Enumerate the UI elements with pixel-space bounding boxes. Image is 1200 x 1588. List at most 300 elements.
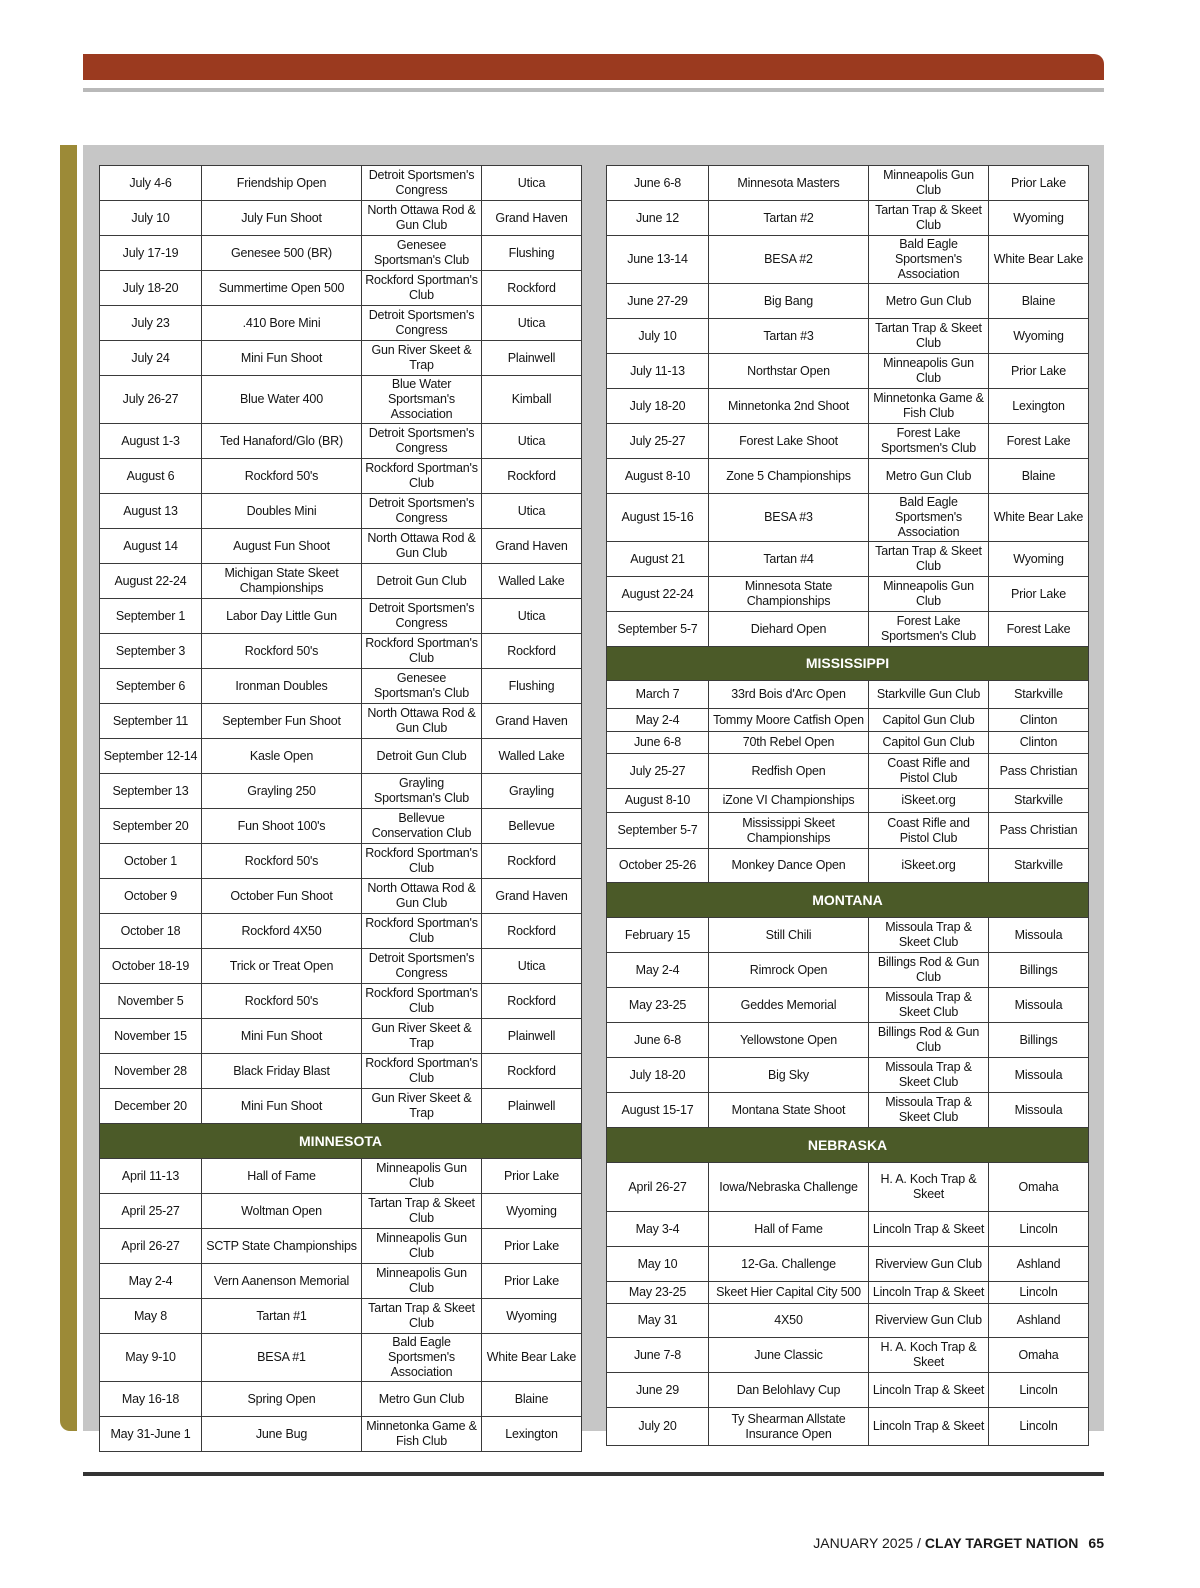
event-club: Capitol Gun Club <box>869 732 989 754</box>
event-club: Blue Water Sportsman's Association <box>362 376 482 424</box>
event-name: 12-Ga. Challenge <box>709 1247 869 1282</box>
event-location: Walled Lake <box>482 739 582 774</box>
event-date: July 18-20 <box>607 1058 709 1093</box>
event-location: Rockford <box>482 914 582 949</box>
event-club: Coast Rifle and Pistol Club <box>869 813 989 849</box>
event-date: June 6-8 <box>607 1023 709 1058</box>
table-row <box>100 1054 582 1089</box>
event-club: Missoula Trap & Skeet Club <box>869 918 989 953</box>
event-name: Diehard Open <box>709 612 869 647</box>
event-date: June 6-8 <box>607 166 709 201</box>
event-date: May 2-4 <box>100 1264 202 1299</box>
event-date: May 10 <box>607 1247 709 1282</box>
table-row <box>100 529 582 564</box>
event-club: Rockford Sportman's Club <box>362 844 482 879</box>
table-row <box>607 1163 1089 1212</box>
event-location: Lincoln <box>989 1373 1089 1408</box>
state-header-row <box>100 1124 582 1159</box>
table-row <box>607 849 1089 883</box>
event-location: Omaha <box>989 1163 1089 1212</box>
event-club: Minneapolis Gun Club <box>362 1264 482 1299</box>
event-date: August 14 <box>100 529 202 564</box>
event-date: November 5 <box>100 984 202 1019</box>
event-club: Gun River Skeet & Trap <box>362 1089 482 1124</box>
event-date: March 7 <box>607 681 709 709</box>
event-name: Mini Fun Shoot <box>202 1089 362 1124</box>
event-location: Starkville <box>989 849 1089 883</box>
event-date: June 13-14 <box>607 236 709 284</box>
event-date: April 11-13 <box>100 1159 202 1194</box>
table-row <box>100 1159 582 1194</box>
event-club: Tartan Trap & Skeet Club <box>869 319 989 354</box>
event-name: September Fun Shoot <box>202 704 362 739</box>
event-location: Lexington <box>482 1417 582 1452</box>
table-row <box>607 612 1089 647</box>
event-date: June 27-29 <box>607 284 709 319</box>
event-club: Detroit Sportsmen's Congress <box>362 599 482 634</box>
header-rule <box>83 88 1104 92</box>
event-date: August 22-24 <box>100 564 202 599</box>
table-row <box>607 201 1089 236</box>
event-location: Lincoln <box>989 1408 1089 1446</box>
table-row <box>607 1408 1089 1446</box>
table-row <box>100 1264 582 1299</box>
event-date: July 25-27 <box>607 754 709 789</box>
state-header-row <box>607 883 1089 918</box>
event-name: Fun Shoot 100's <box>202 809 362 844</box>
event-date: May 3-4 <box>607 1212 709 1247</box>
event-name: Hall of Fame <box>202 1159 362 1194</box>
event-club: Rockford Sportman's Club <box>362 1054 482 1089</box>
event-name: Ironman Doubles <box>202 669 362 704</box>
event-date: June 6-8 <box>607 732 709 754</box>
event-name: October Fun Shoot <box>202 879 362 914</box>
event-location: Rockford <box>482 984 582 1019</box>
event-date: August 8-10 <box>607 789 709 813</box>
event-location: Blaine <box>989 284 1089 319</box>
event-name: iZone VI Championships <box>709 789 869 813</box>
event-name: BESA #1 <box>202 1334 362 1382</box>
event-club: Minneapolis Gun Club <box>362 1229 482 1264</box>
event-club: Detroit Sportsmen's Congress <box>362 424 482 459</box>
event-date: September 11 <box>100 704 202 739</box>
table-row <box>100 236 582 271</box>
event-date: May 23-25 <box>607 988 709 1023</box>
event-name: 70th Rebel Open <box>709 732 869 754</box>
event-name: Kasle Open <box>202 739 362 774</box>
event-club: Minneapolis Gun Club <box>362 1159 482 1194</box>
schedule-table-right <box>606 165 1089 1446</box>
event-date: July 18-20 <box>100 271 202 306</box>
event-name: Blue Water 400 <box>202 376 362 424</box>
header-band <box>83 54 1104 80</box>
event-club: Metro Gun Club <box>869 459 989 494</box>
table-row <box>607 284 1089 319</box>
event-name: 33rd Bois d'Arc Open <box>709 681 869 709</box>
table-row <box>100 914 582 949</box>
event-date: February 15 <box>607 918 709 953</box>
event-location: Grand Haven <box>482 704 582 739</box>
table-row <box>607 918 1089 953</box>
event-name: Rimrock Open <box>709 953 869 988</box>
event-club: Detroit Sportsmen's Congress <box>362 306 482 341</box>
event-name: Summertime Open 500 <box>202 271 362 306</box>
table-row <box>100 704 582 739</box>
event-date: April 26-27 <box>100 1229 202 1264</box>
event-location: Lexington <box>989 389 1089 424</box>
event-date: July 20 <box>607 1408 709 1446</box>
footer-rule <box>83 1472 1104 1476</box>
event-location: Rockford <box>482 844 582 879</box>
footer-issue-date: JANUARY 2025 / <box>813 1535 921 1551</box>
table-row <box>607 732 1089 754</box>
table-row <box>607 789 1089 813</box>
event-name: Iowa/Nebraska Challenge <box>709 1163 869 1212</box>
event-location: Wyoming <box>989 319 1089 354</box>
event-club: Genesee Sportsman's Club <box>362 669 482 704</box>
event-name: Minnetonka 2nd Shoot <box>709 389 869 424</box>
event-location: Rockford <box>482 634 582 669</box>
event-location: Flushing <box>482 669 582 704</box>
event-name: Still Chili <box>709 918 869 953</box>
event-date: August 1-3 <box>100 424 202 459</box>
event-date: July 24 <box>100 341 202 376</box>
event-location: Billings <box>989 1023 1089 1058</box>
event-club: iSkeet.org <box>869 789 989 813</box>
event-name: Tommy Moore Catfish Open <box>709 709 869 732</box>
event-date: July 26-27 <box>100 376 202 424</box>
side-accent-bar <box>60 145 77 1431</box>
event-date: August 6 <box>100 459 202 494</box>
event-location: Missoula <box>989 988 1089 1023</box>
event-name: Tartan #2 <box>709 201 869 236</box>
event-location: Plainwell <box>482 1019 582 1054</box>
event-location: Clinton <box>989 732 1089 754</box>
event-location: Bellevue <box>482 809 582 844</box>
event-club: Coast Rifle and Pistol Club <box>869 754 989 789</box>
event-name: Vern Aanenson Memorial <box>202 1264 362 1299</box>
event-club: Minnetonka Game & Fish Club <box>869 389 989 424</box>
event-name: Big Bang <box>709 284 869 319</box>
event-club: Rockford Sportman's Club <box>362 634 482 669</box>
table-row <box>100 376 582 424</box>
event-location: Utica <box>482 166 582 201</box>
event-club: Bald Eagle Sportsmen's Association <box>362 1334 482 1382</box>
event-location: Grand Haven <box>482 879 582 914</box>
event-date: November 15 <box>100 1019 202 1054</box>
event-location: Missoula <box>989 1058 1089 1093</box>
page-number: 65 <box>1088 1535 1104 1551</box>
event-club: Rockford Sportman's Club <box>362 271 482 306</box>
event-name: Rockford 4X50 <box>202 914 362 949</box>
event-name: Rockford 50's <box>202 634 362 669</box>
event-club: Riverview Gun Club <box>869 1304 989 1338</box>
table-row <box>100 634 582 669</box>
event-location: Wyoming <box>989 201 1089 236</box>
table-row <box>100 599 582 634</box>
table-row <box>607 754 1089 789</box>
event-club: Billings Rod & Gun Club <box>869 1023 989 1058</box>
table-row <box>100 844 582 879</box>
table-row <box>100 1194 582 1229</box>
event-date: October 1 <box>100 844 202 879</box>
event-location: White Bear Lake <box>989 494 1089 542</box>
event-name: Minnesota Masters <box>709 166 869 201</box>
event-date: June 12 <box>607 201 709 236</box>
event-name: Tartan #4 <box>709 542 869 577</box>
event-location: Utica <box>482 949 582 984</box>
event-date: April 26-27 <box>607 1163 709 1212</box>
event-location: Clinton <box>989 709 1089 732</box>
table-row <box>607 354 1089 389</box>
event-location: Lincoln <box>989 1282 1089 1304</box>
event-date: May 16-18 <box>100 1382 202 1417</box>
event-location: Blaine <box>482 1382 582 1417</box>
event-date: April 25-27 <box>100 1194 202 1229</box>
event-name: Woltman Open <box>202 1194 362 1229</box>
event-date: May 31-June 1 <box>100 1417 202 1452</box>
event-location: Forest Lake <box>989 612 1089 647</box>
event-club: iSkeet.org <box>869 849 989 883</box>
event-location: Utica <box>482 599 582 634</box>
event-location: Forest Lake <box>989 424 1089 459</box>
event-name: Minnesota State Championships <box>709 577 869 612</box>
schedule-column-left <box>99 165 581 1452</box>
event-location: Wyoming <box>482 1299 582 1334</box>
event-date: May 2-4 <box>607 709 709 732</box>
table-row <box>100 201 582 236</box>
event-name: Big Sky <box>709 1058 869 1093</box>
event-date: August 13 <box>100 494 202 529</box>
event-location: Prior Lake <box>989 166 1089 201</box>
event-name: Yellowstone Open <box>709 1023 869 1058</box>
event-club: Metro Gun Club <box>362 1382 482 1417</box>
event-date: September 5-7 <box>607 813 709 849</box>
state-heading: NEBRASKA <box>607 1128 1089 1163</box>
event-date: August 22-24 <box>607 577 709 612</box>
event-date: October 9 <box>100 879 202 914</box>
event-name: Genesee 500 (BR) <box>202 236 362 271</box>
event-name: 4X50 <box>709 1304 869 1338</box>
event-club: North Ottawa Rod & Gun Club <box>362 529 482 564</box>
event-name: Labor Day Little Gun <box>202 599 362 634</box>
event-club: Minnetonka Game & Fish Club <box>362 1417 482 1452</box>
table-row <box>100 494 582 529</box>
table-row <box>607 319 1089 354</box>
event-club: Missoula Trap & Skeet Club <box>869 1058 989 1093</box>
event-location: Prior Lake <box>482 1159 582 1194</box>
event-name: Rockford 50's <box>202 844 362 879</box>
event-location: White Bear Lake <box>989 236 1089 284</box>
table-row <box>100 984 582 1019</box>
event-club: H. A. Koch Trap & Skeet <box>869 1338 989 1373</box>
event-location: Flushing <box>482 236 582 271</box>
state-heading: MINNESOTA <box>100 1124 582 1159</box>
event-date: November 28 <box>100 1054 202 1089</box>
event-location: Walled Lake <box>482 564 582 599</box>
event-date: July 25-27 <box>607 424 709 459</box>
schedule-table-left <box>99 165 582 1452</box>
event-club: Bald Eagle Sportsmen's Association <box>869 236 989 284</box>
event-location: Grayling <box>482 774 582 809</box>
event-location: Omaha <box>989 1338 1089 1373</box>
event-club: Lincoln Trap & Skeet <box>869 1212 989 1247</box>
event-club: Minneapolis Gun Club <box>869 354 989 389</box>
table-row <box>607 1373 1089 1408</box>
event-club: Minneapolis Gun Club <box>869 577 989 612</box>
event-name: August Fun Shoot <box>202 529 362 564</box>
event-location: Wyoming <box>989 542 1089 577</box>
event-club: Detroit Sportsmen's Congress <box>362 949 482 984</box>
table-row <box>607 1282 1089 1304</box>
event-date: September 12-14 <box>100 739 202 774</box>
event-location: Pass Christian <box>989 754 1089 789</box>
event-club: Billings Rod & Gun Club <box>869 953 989 988</box>
event-name: .410 Bore Mini <box>202 306 362 341</box>
state-header-row <box>607 647 1089 681</box>
event-name: BESA #3 <box>709 494 869 542</box>
event-date: September 5-7 <box>607 612 709 647</box>
event-location: Billings <box>989 953 1089 988</box>
event-club: Starkville Gun Club <box>869 681 989 709</box>
event-date: May 2-4 <box>607 953 709 988</box>
event-club: Lincoln Trap & Skeet <box>869 1408 989 1446</box>
event-location: Pass Christian <box>989 813 1089 849</box>
event-club: Detroit Sportsmen's Congress <box>362 166 482 201</box>
event-club: Gun River Skeet & Trap <box>362 1019 482 1054</box>
event-name: June Classic <box>709 1338 869 1373</box>
event-location: Utica <box>482 494 582 529</box>
event-date: May 9-10 <box>100 1334 202 1382</box>
event-location: Lincoln <box>989 1212 1089 1247</box>
event-location: Plainwell <box>482 1089 582 1124</box>
event-date: July 4-6 <box>100 166 202 201</box>
event-location: Prior Lake <box>989 354 1089 389</box>
schedule-column-right <box>606 165 1088 1446</box>
event-date: July 10 <box>607 319 709 354</box>
table-row <box>100 809 582 844</box>
event-name: Zone 5 Championships <box>709 459 869 494</box>
event-club: Missoula Trap & Skeet Club <box>869 1093 989 1128</box>
table-row <box>607 459 1089 494</box>
event-location: Prior Lake <box>482 1229 582 1264</box>
event-date: May 8 <box>100 1299 202 1334</box>
table-row <box>607 389 1089 424</box>
event-date: July 17-19 <box>100 236 202 271</box>
event-name: Dan Belohlavy Cup <box>709 1373 869 1408</box>
event-club: Rockford Sportman's Club <box>362 914 482 949</box>
event-date: July 10 <box>100 201 202 236</box>
event-location: Utica <box>482 306 582 341</box>
table-row <box>607 1304 1089 1338</box>
table-row <box>607 236 1089 284</box>
event-name: Mississippi Skeet Championships <box>709 813 869 849</box>
table-row <box>607 494 1089 542</box>
event-location: White Bear Lake <box>482 1334 582 1382</box>
event-location: Wyoming <box>482 1194 582 1229</box>
table-row <box>100 774 582 809</box>
event-location: Prior Lake <box>989 577 1089 612</box>
table-row <box>607 1247 1089 1282</box>
event-date: June 7-8 <box>607 1338 709 1373</box>
table-row <box>607 1058 1089 1093</box>
table-row <box>607 542 1089 577</box>
event-location: Rockford <box>482 1054 582 1089</box>
event-club: Riverview Gun Club <box>869 1247 989 1282</box>
state-heading: MONTANA <box>607 883 1089 918</box>
event-club: Tartan Trap & Skeet Club <box>362 1194 482 1229</box>
event-name: Michigan State Skeet Championships <box>202 564 362 599</box>
event-location: Missoula <box>989 918 1089 953</box>
table-row <box>607 1093 1089 1128</box>
event-name: Redfish Open <box>709 754 869 789</box>
event-date: October 18 <box>100 914 202 949</box>
event-club: North Ottawa Rod & Gun Club <box>362 201 482 236</box>
table-row <box>607 1338 1089 1373</box>
event-club: Metro Gun Club <box>869 284 989 319</box>
event-date: July 18-20 <box>607 389 709 424</box>
footer-publication-name: CLAY TARGET NATION <box>924 1535 1079 1551</box>
table-row <box>607 1023 1089 1058</box>
event-name: Grayling 250 <box>202 774 362 809</box>
event-club: Tartan Trap & Skeet Club <box>362 1299 482 1334</box>
event-club: Lincoln Trap & Skeet <box>869 1282 989 1304</box>
event-name: Monkey Dance Open <box>709 849 869 883</box>
table-row <box>100 564 582 599</box>
table-row <box>100 1019 582 1054</box>
event-club: Forest Lake Sportsmen's Club <box>869 612 989 647</box>
table-row <box>607 577 1089 612</box>
event-location: Kimball <box>482 376 582 424</box>
table-row <box>607 1212 1089 1247</box>
event-club: Detroit Gun Club <box>362 564 482 599</box>
event-club: H. A. Koch Trap & Skeet <box>869 1163 989 1212</box>
event-name: Friendship Open <box>202 166 362 201</box>
table-row <box>100 341 582 376</box>
event-date: September 13 <box>100 774 202 809</box>
event-date: October 18-19 <box>100 949 202 984</box>
table-row <box>100 166 582 201</box>
event-club: Detroit Gun Club <box>362 739 482 774</box>
event-club: Tartan Trap & Skeet Club <box>869 542 989 577</box>
event-name: Hall of Fame <box>709 1212 869 1247</box>
table-row <box>100 1334 582 1382</box>
event-name: Ted Hanaford/Glo (BR) <box>202 424 362 459</box>
event-club: Missoula Trap & Skeet Club <box>869 988 989 1023</box>
event-location: Grand Haven <box>482 529 582 564</box>
event-location: Missoula <box>989 1093 1089 1128</box>
event-club: Genesee Sportsman's Club <box>362 236 482 271</box>
event-club: Grayling Sportsman's Club <box>362 774 482 809</box>
event-date: August 8-10 <box>607 459 709 494</box>
event-location: Plainwell <box>482 341 582 376</box>
event-location: Grand Haven <box>482 201 582 236</box>
event-location: Utica <box>482 424 582 459</box>
table-row <box>100 1417 582 1452</box>
event-name: Black Friday Blast <box>202 1054 362 1089</box>
table-row <box>607 953 1089 988</box>
event-date: September 20 <box>100 809 202 844</box>
table-row <box>100 1089 582 1124</box>
event-club: Rockford Sportman's Club <box>362 459 482 494</box>
table-row <box>100 271 582 306</box>
event-date: September 1 <box>100 599 202 634</box>
event-name: Doubles Mini <box>202 494 362 529</box>
event-date: August 21 <box>607 542 709 577</box>
table-row <box>100 669 582 704</box>
table-row <box>100 879 582 914</box>
event-name: July Fun Shoot <box>202 201 362 236</box>
